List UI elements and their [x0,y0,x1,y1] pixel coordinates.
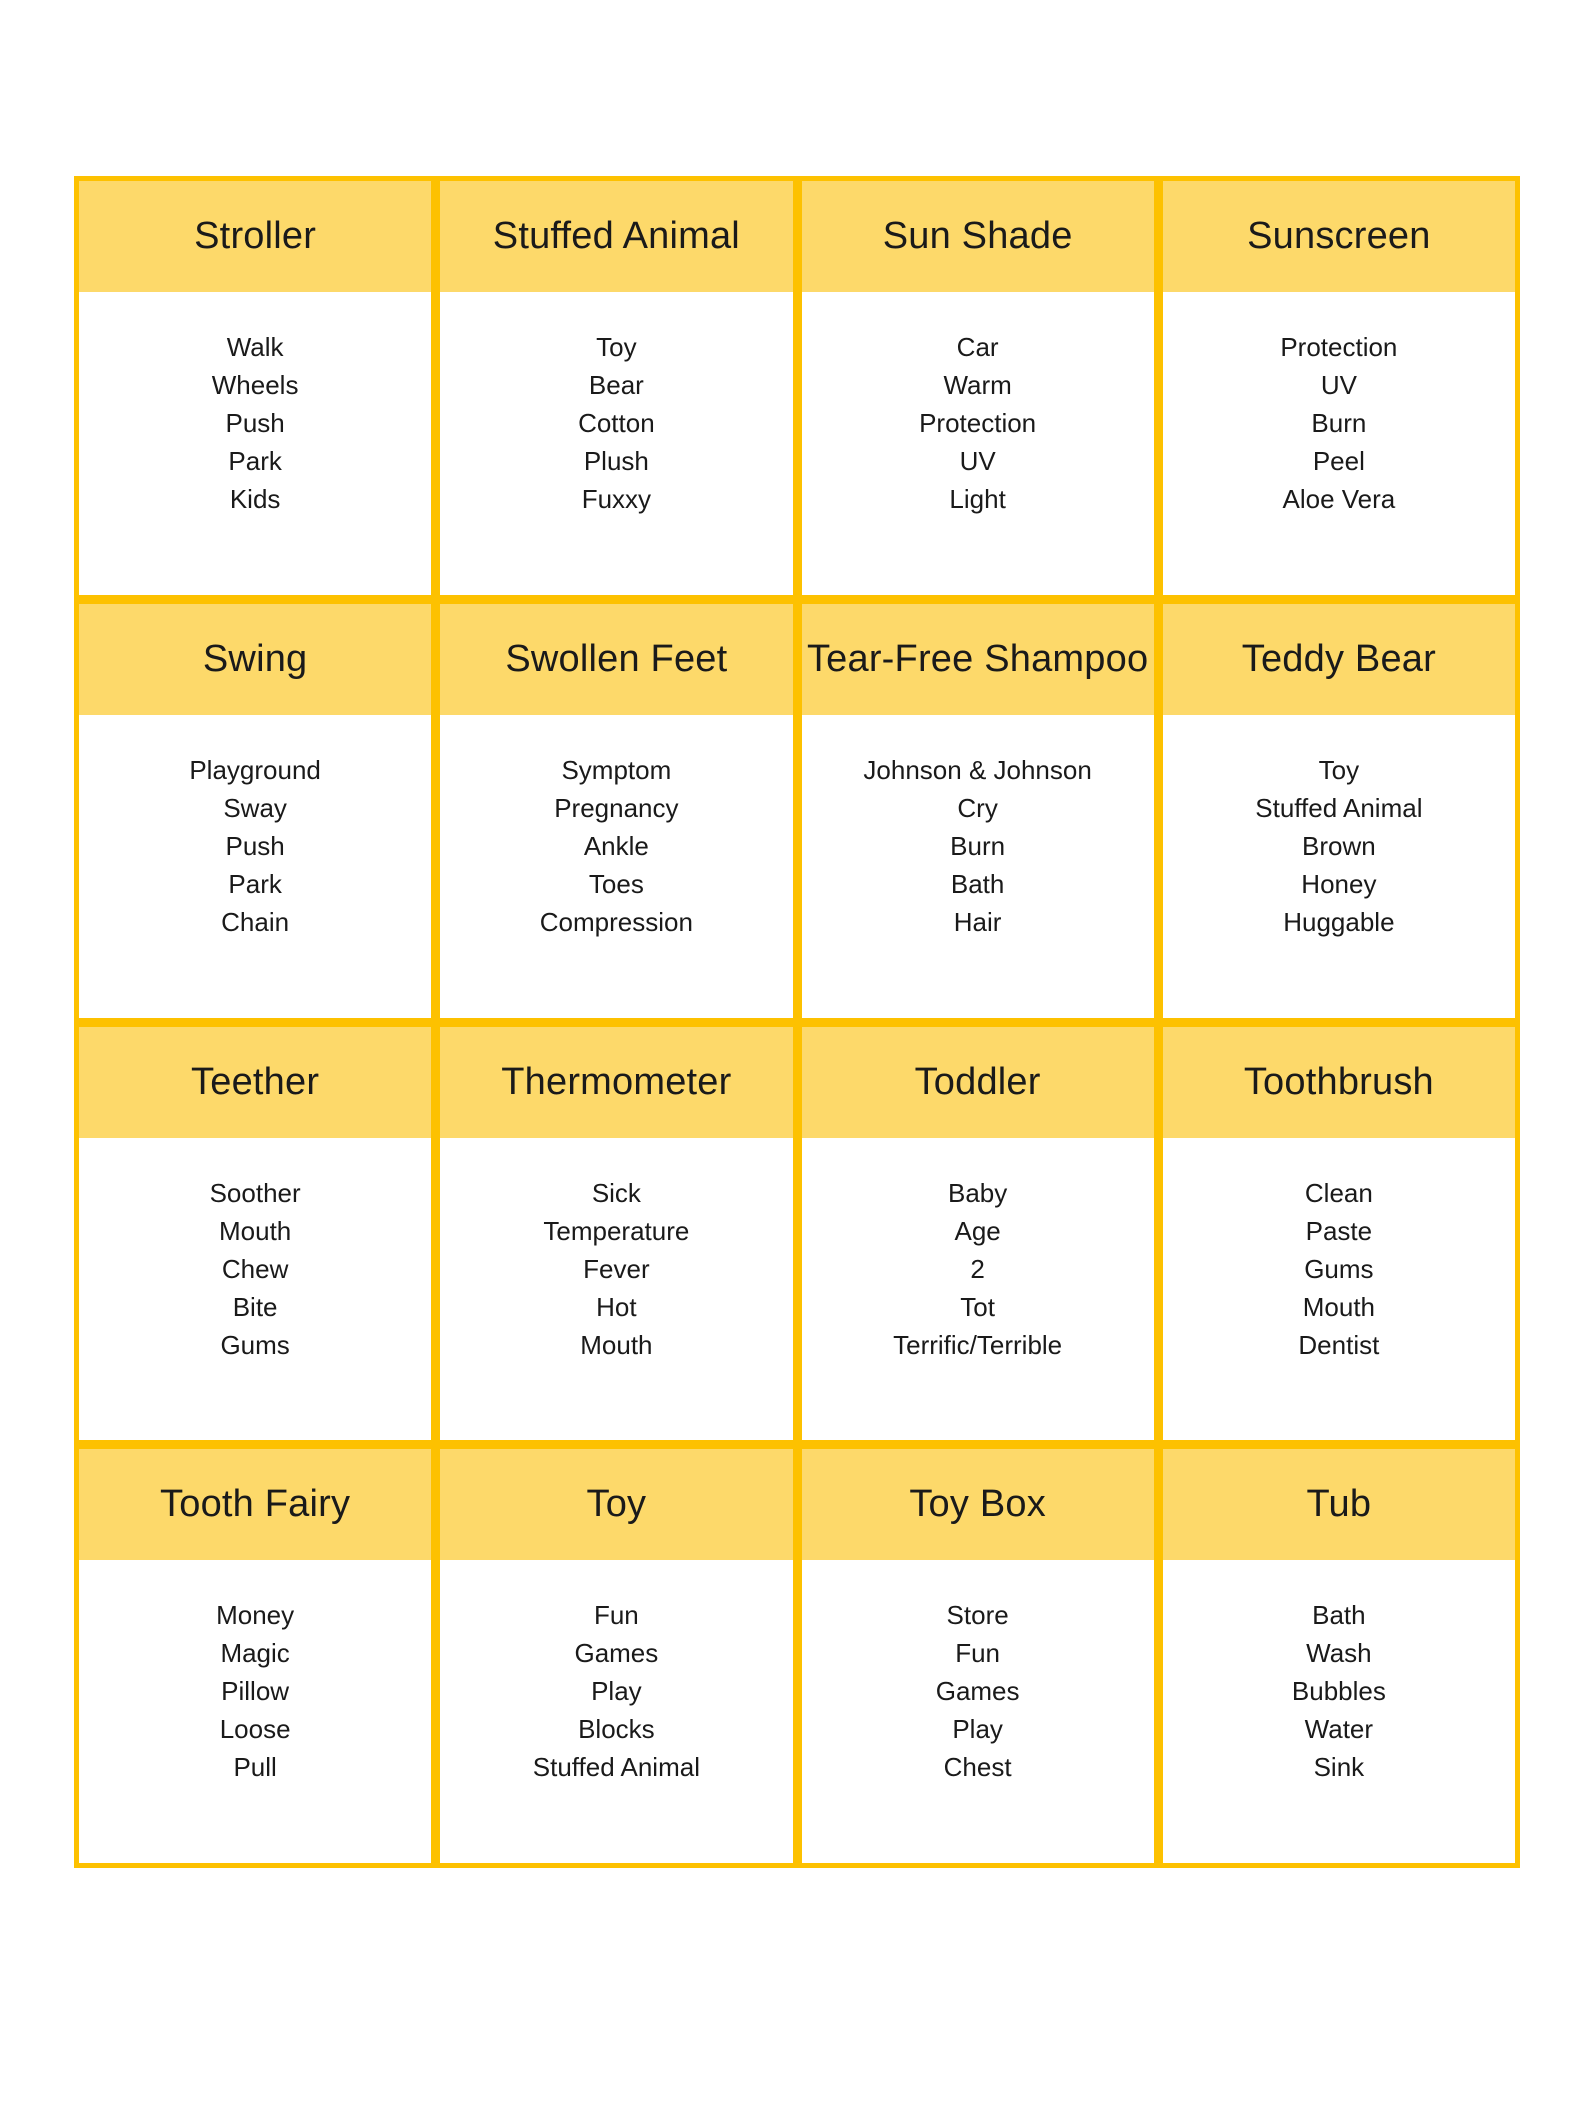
card-word: Fuxxy [581,484,652,514]
card-title: Tear-Free Shampoo [802,604,1154,715]
card-word: Hot [596,1291,637,1322]
card-word: Mouth [1302,1291,1375,1322]
card-word: Toy [596,332,637,362]
card-word: Toy [1318,754,1360,785]
card-word: Hair [953,906,1002,937]
card-word: Cotton [578,408,655,438]
card-word-list [440,715,792,1018]
card-word: Aloe Vera [1282,484,1396,514]
card-word: Age [954,1215,1001,1246]
card-teddy-bear [1163,604,1515,1018]
card-word: Mouth [580,1329,653,1360]
card-word-list [79,1560,431,1863]
card-word-list [1163,292,1515,595]
card-sun-shade [802,181,1154,595]
card-toy-box [802,1449,1154,1863]
card-word: Brown [1302,830,1376,861]
card-word: Wheels [211,370,299,400]
card-word: Blocks [578,1714,655,1745]
card-title: Swollen Feet [440,604,792,715]
card-word: Sick [591,1177,641,1208]
card-stuffed-animal [440,181,792,595]
card-word: Clean [1304,1177,1373,1208]
card-word: Push [225,408,285,438]
card-word: Fun [593,1600,639,1631]
card-word-list [79,715,431,1018]
card-word-list [1163,715,1515,1018]
card-word: Plush [583,446,649,476]
card-toddler [802,1027,1154,1441]
card-word: Park [228,868,282,899]
card-word: Loose [219,1714,291,1745]
card-word: Burn [950,830,1006,861]
card-word: Temperature [543,1215,690,1246]
card-title: Toy [440,1449,792,1560]
card-title: Toy Box [802,1449,1154,1560]
card-word: Bubbles [1291,1676,1386,1707]
card-word: Money [216,1600,295,1631]
card-word: Fever [583,1253,650,1284]
card-word: UV [959,446,996,476]
card-swollen-feet [440,604,792,1018]
card-teether [79,1027,431,1441]
card-title: Sun Shade [802,181,1154,292]
card-title: Tooth Fairy [79,1449,431,1560]
card-word-list [79,292,431,595]
card-word: Johnson & Johnson [863,754,1092,785]
card-word: Toes [588,868,644,899]
card-word: Chain [221,906,290,937]
card-word: Protection [1280,332,1398,362]
card-tub [1163,1449,1515,1863]
card-word: Sway [223,792,287,823]
card-word: Terrific/Terrible [893,1329,1063,1360]
card-word: Bath [950,868,1005,899]
card-word: Fun [955,1638,1001,1669]
card-word: Wash [1306,1638,1372,1669]
card-word: Tot [960,1291,995,1322]
card-title: Tub [1163,1449,1515,1560]
card-title: Teddy Bear [1163,604,1515,715]
card-word: Soother [209,1177,301,1208]
card-word: Games [574,1638,659,1669]
card-word: Water [1304,1714,1374,1745]
card-word-list [440,292,792,595]
card-word: Warm [943,370,1012,400]
card-word: Car [956,332,999,362]
card-word: Gums [220,1329,290,1360]
card-word: Playground [189,754,321,785]
card-word-list [802,1138,1154,1441]
card-title: Toothbrush [1163,1027,1515,1138]
card-word: Play [952,1714,1003,1745]
card-word: Play [591,1676,642,1707]
card-word: Pull [233,1752,277,1783]
card-word: Huggable [1283,906,1395,937]
card-word: Chest [943,1752,1012,1783]
card-word-list [1163,1138,1515,1441]
card-word-list [79,1138,431,1441]
card-word: Compression [539,906,693,937]
card-word-list [802,715,1154,1018]
card-word: Bite [232,1291,278,1322]
card-word: Kids [229,484,281,514]
card-word: Gums [1304,1253,1374,1284]
card-word: Cry [957,792,998,823]
card-title: Sunscreen [1163,181,1515,292]
card-sunscreen [1163,181,1515,595]
card-title: Teether [79,1027,431,1138]
card-word: Pillow [221,1676,290,1707]
card-word: Games [935,1676,1020,1707]
card-word-list [440,1138,792,1441]
card-word: Paste [1305,1215,1373,1246]
card-title: Swing [79,604,431,715]
card-word-list [802,292,1154,595]
card-stroller [79,181,431,595]
card-word: Bath [1312,1600,1366,1631]
card-swing [79,604,431,1018]
card-title: Stuffed Animal [440,181,792,292]
card-word: Burn [1311,408,1367,438]
card-word: Store [946,1600,1009,1631]
card-word: Peel [1312,446,1365,476]
card-word: Stuffed Animal [532,1752,700,1783]
card-title: Thermometer [440,1027,792,1138]
card-word: Push [225,830,285,861]
card-word: Dentist [1298,1329,1380,1360]
card-word: Walk [226,332,284,362]
card-word: Sink [1313,1752,1365,1783]
card-title: Toddler [802,1027,1154,1138]
card-title: Stroller [79,181,431,292]
card-word-list [1163,1560,1515,1863]
card-word: Pregnancy [554,792,679,823]
card-word: Protection [919,408,1037,438]
card-word: Park [228,446,282,476]
card-word: Mouth [218,1215,292,1246]
card-word: Symptom [561,754,672,785]
card-word: Ankle [583,830,649,861]
card-thermometer [440,1027,792,1441]
card-word: Bear [588,370,644,400]
card-word: Baby [947,1177,1008,1208]
card-word: Magic [220,1638,290,1669]
card-word-list [440,1560,792,1863]
card-word-list [802,1560,1154,1863]
card-tear-free-shampoo [802,604,1154,1018]
card-word: Chew [221,1253,289,1284]
card-word: Light [949,484,1006,514]
card-word: 2 [970,1253,985,1284]
card-word: UV [1320,370,1357,400]
card-word: Stuffed Animal [1255,792,1423,823]
card-toy [440,1449,792,1863]
card-tooth-fairy [79,1449,431,1863]
card-word: Honey [1301,868,1377,899]
taboo-card-sheet [74,176,1520,1868]
card-toothbrush [1163,1027,1515,1441]
